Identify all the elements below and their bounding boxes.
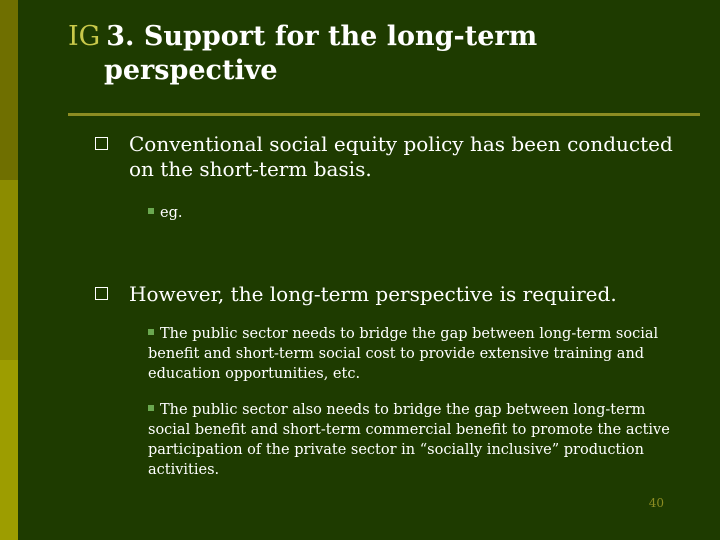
sidebar-block-middle [0,180,18,360]
sub-bullet-item [148,203,688,223]
title-prefix: IG [68,21,101,52]
page-number: 40 [648,496,664,510]
bullet-item [95,282,685,307]
sub-bullet-text: The public sector also needs to bridge the gap between long-term social benefit and short-term commercial benefit to promote the active participation of the private sector in “socially inclusive” production activities. [148,402,670,478]
bullet-text: Conventional social equity policy has been conducted on the short-term basis. [129,132,673,181]
bullet-text: However, the long-term perspective is required. [129,282,617,306]
square-bullet-icon [148,405,154,411]
square-bullet-icon [148,208,154,214]
sub-bullet-item [148,400,688,480]
hollow-square-bullet-icon [95,287,108,300]
title-line2: perspective [104,55,278,86]
title-divider [68,113,700,116]
square-bullet-icon [148,329,154,335]
slide-title [68,20,688,88]
hollow-square-bullet-icon [95,137,108,150]
bullet-item [95,132,685,182]
sidebar-block-top [0,0,18,180]
title-line1: 3. Support for the long-term [106,21,538,52]
sidebar-stripe [0,0,18,540]
sub-bullet-text: The public sector needs to bridge the gap between long-term social benefit and short-term social cost to provide extensive training and education opportunities, etc. [148,326,659,382]
sub-bullet-item [148,324,688,384]
sidebar-block-bottom [0,360,18,540]
sub-bullet-text: eg. [160,205,183,221]
